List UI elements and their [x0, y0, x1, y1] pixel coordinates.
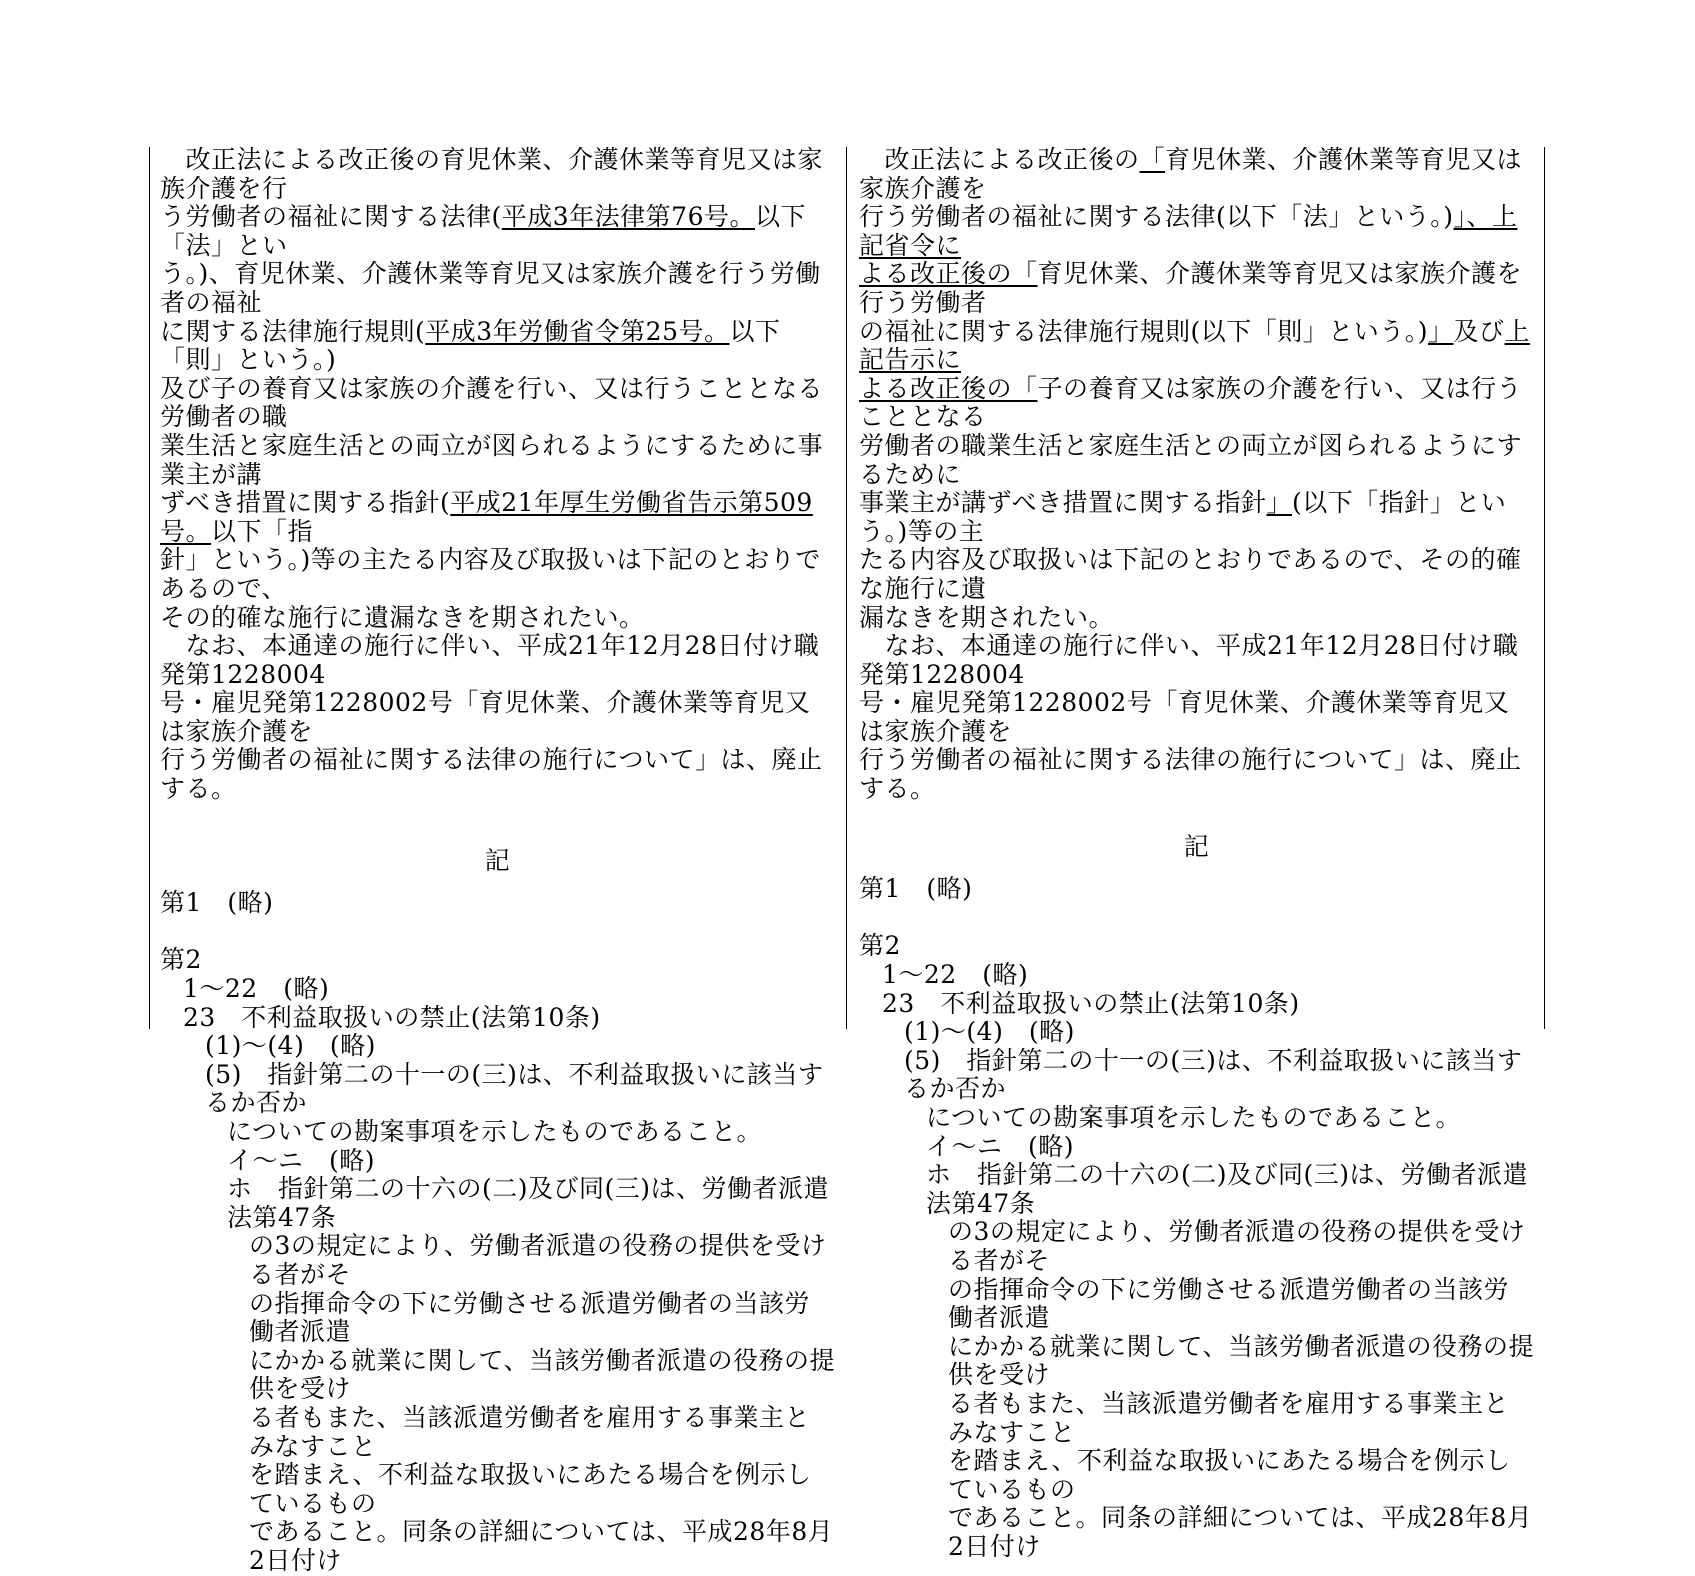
column-current: [859, 146, 1534, 1562]
text-line: [160, 489, 835, 546]
text-segment: 以下「指: [211, 516, 314, 546]
text-segment: なお、本通達の施行に伴い、平成21年12月28日付け職発第1228004: [160, 631, 820, 689]
text-segment: に関する法律施行規則(: [160, 316, 426, 346]
item-1-22: 1～22 (略): [882, 960, 1029, 990]
text-line: ホ 指針第二の十六の(二)及び同(三)は、労働者派遣法第47条: [227, 1174, 830, 1232]
text-line: ホ 指針第二の十六の(二)及び同(三)は、労働者派遣法第47条: [926, 1160, 1529, 1218]
text-line: [160, 689, 835, 746]
table-border-left: [149, 147, 150, 1029]
text-segment: 改正法による改正後の: [859, 145, 1140, 174]
sub-1-4: (1)～(4) (略): [205, 1031, 376, 1061]
column-revised: [160, 146, 835, 1576]
text-segment: 子の養育又は家族の介護を行い、又は行うこととなる: [859, 373, 1523, 432]
text-line: [859, 375, 1534, 432]
underlined-change: 平成3年法律第76号。: [501, 202, 755, 232]
sub-5-line1: (5) 指針第二の十一の(三)は、不利益取扱いに該当するか否か: [205, 1059, 824, 1118]
text-line: [160, 146, 835, 203]
intro-paragraph: [160, 146, 835, 804]
text-line: [160, 604, 835, 633]
text-segment: 育児休業、介護休業等育児又は家族介護を行う労働者: [859, 259, 1523, 317]
ki-heading: 記: [1183, 831, 1210, 861]
item-1-22: 1～22 (略): [183, 974, 330, 1004]
underlined-change: 上記告示に: [859, 316, 1531, 375]
table-border-right: [1544, 147, 1545, 1029]
text-segment: 及び: [1453, 316, 1505, 346]
underlined-change: 」、上記省令に: [859, 202, 1518, 260]
text-segment: の福祉に関する法律施行規則(以下「則」という。): [859, 316, 1429, 346]
text-line: の3の規定により、労働者派遣の役務の提供を受ける者がそ: [948, 1217, 1526, 1275]
text-line: にかかる就業に関して、当該労働者派遣の役務の提供を受け: [249, 1345, 836, 1404]
underlined-change: 平成21年厚生労働省告示第509号。: [160, 488, 813, 546]
text-line: [859, 260, 1534, 317]
intro-paragraph: [859, 146, 1534, 804]
text-segment: 改正法による改正後の育児休業、介護休業等育児又は家族介護を行: [160, 145, 824, 203]
text-segment: ずべき措置に関する指針(: [160, 488, 451, 518]
text-segment: 漏なきを期されたい。: [859, 602, 1115, 632]
item-i-ni: イ～ニ (略): [227, 1145, 376, 1175]
text-segment: う労働者の福祉に関する法律(: [160, 202, 502, 232]
underlined-change: よる改正後の「: [859, 373, 1038, 403]
text-line: る者もまた、当該派遣労働者を雇用する事業主とみなすこと: [249, 1402, 811, 1461]
underlined-change: 平成3年労働省令第25号。: [425, 316, 730, 346]
text-line: [859, 146, 1534, 203]
text-segment: (以下「指針」という。)等の主: [859, 488, 1507, 546]
text-line: にかかる就業に関して、当該労働者派遣の役務の提供を受け: [948, 1331, 1535, 1390]
item-23: 23 不利益取扱いの禁止(法第10条): [882, 988, 1300, 1018]
text-line: [859, 203, 1534, 260]
sub-5-line1: (5) 指針第二の十一の(三)は、不利益取扱いに該当するか否か: [904, 1045, 1523, 1104]
section-1: 第1 (略): [160, 888, 274, 918]
text-line: [160, 546, 835, 603]
text-segment: 号・雇児発第1228002号「育児休業、介護休業等育児又は家族介護を: [160, 688, 811, 746]
text-line: [160, 632, 835, 689]
text-line: [859, 489, 1534, 546]
ki-heading: 記: [484, 845, 511, 875]
text-line: の3の規定により、労働者派遣の役務の提供を受ける者がそ: [249, 1231, 827, 1289]
text-line: であること。同条の詳細については、平成28年8月2日付け: [948, 1503, 1533, 1561]
text-segment: 及び子の養育又は家族の介護を行い、又は行うこととなる労働者の職: [160, 373, 824, 432]
text-line: の指揮命令の下に労働させる派遣労働者の当該労働者派遣: [249, 1288, 811, 1347]
text-line: を踏まえ、不利益な取扱いにあたる場合を例示しているもの: [948, 1446, 1511, 1504]
sub-1-4: (1)～(4) (略): [904, 1017, 1075, 1047]
text-line: る者もまた、当該派遣労働者を雇用する事業主とみなすこと: [948, 1388, 1510, 1447]
text-segment: 行う労働者の福祉に関する法律(以下「法」という。): [859, 202, 1454, 232]
text-line: であること。同条の詳細については、平成28年8月2日付け: [249, 1517, 834, 1575]
text-segment: う。)、育児休業、介護休業等育児又は家族介護を行う労働者の福祉: [160, 259, 821, 317]
text-segment: 以下「則」という。): [160, 316, 781, 375]
text-segment: その的確な施行に遺漏なきを期されたい。: [160, 602, 645, 632]
underlined-change: 「: [1139, 145, 1166, 174]
text-line: [859, 604, 1534, 633]
text-segment: 労働者の職業生活と家庭生活との両立が図られるようにするために: [859, 430, 1523, 489]
table-border-middle: [846, 147, 847, 1029]
sub-5-line2: についての勘案事項を示したものであること。: [926, 1103, 1462, 1132]
text-segment: 針」という。)等の主たる内容及び取扱いは下記のとおりであるので、: [160, 545, 821, 603]
underlined-change: よる改正後の「: [859, 259, 1038, 289]
sub-5-line2: についての勘案事項を示したものであること。: [227, 1117, 763, 1146]
text-line: [859, 632, 1534, 689]
section-1: 第1 (略): [859, 874, 973, 904]
text-line: [859, 689, 1534, 746]
text-segment: たる内容及び取扱いは下記のとおりであるので、その的確な施行に遺: [859, 545, 1522, 603]
text-line: [160, 375, 835, 432]
text-line: [160, 203, 835, 260]
underlined-change: 」: [1428, 316, 1454, 346]
text-line: [859, 432, 1534, 489]
item-ho: [160, 1175, 835, 1575]
text-segment: 行う労働者の福祉に関する法律の施行について」は、廃止する。: [859, 745, 1522, 804]
text-line: [859, 746, 1534, 803]
text-line: [859, 318, 1534, 375]
text-segment: 行う労働者の福祉に関する法律の施行について」は、廃止する。: [160, 745, 823, 804]
text-segment: 以下「法」とい: [160, 202, 806, 260]
text-line: [160, 432, 835, 489]
text-segment: 育児休業、介護休業等育児又は家族介護を: [859, 145, 1523, 203]
item-i-ni: イ～ニ (略): [926, 1131, 1075, 1161]
item-23: 23 不利益取扱いの禁止(法第10条): [183, 1002, 601, 1032]
text-segment: 業生活と家庭生活との両立が図られるようにするために事業主が講: [160, 430, 824, 489]
text-line: を踏まえ、不利益な取扱いにあたる場合を例示しているもの: [249, 1460, 812, 1518]
section-2: 第2: [160, 945, 202, 975]
text-segment: 事業主が講ずべき措置に関する指針: [859, 488, 1267, 518]
text-segment: なお、本通達の施行に伴い、平成21年12月28日付け職発第1228004: [859, 631, 1519, 689]
text-line: [160, 260, 835, 317]
text-line: [859, 546, 1534, 603]
text-segment: 号・雇児発第1228002号「育児休業、介護休業等育児又は家族介護を: [859, 688, 1510, 746]
text-line: の指揮命令の下に労働させる派遣労働者の当該労働者派遣: [948, 1274, 1510, 1333]
section-2: 第2: [859, 931, 901, 961]
item-ho: [859, 1161, 1534, 1561]
text-line: [160, 318, 835, 375]
underlined-change: 」: [1266, 488, 1293, 518]
text-line: [160, 746, 835, 803]
